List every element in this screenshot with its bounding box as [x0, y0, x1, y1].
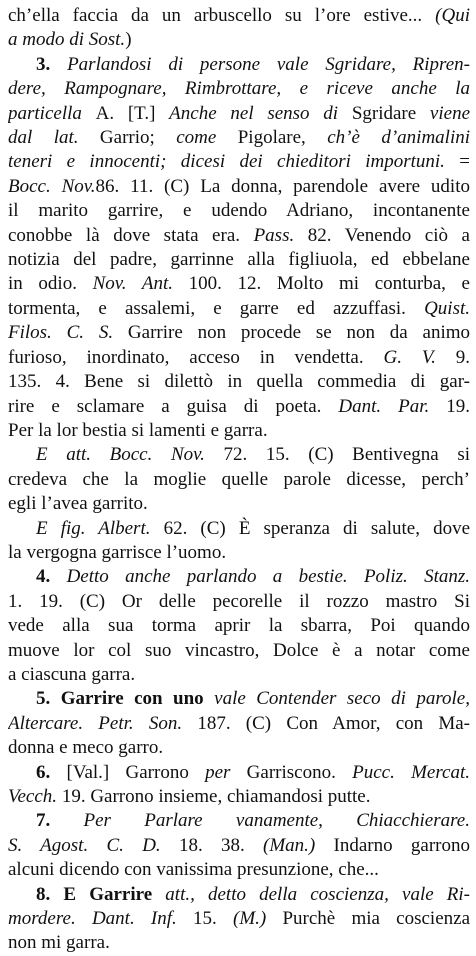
text-line [8, 53, 470, 77]
text-run: credeva che la moglie quelle parole dicesse, perch’ [8, 468, 470, 490]
text-run: Vecch. [8, 786, 58, 807]
text-run: (Man.) [263, 834, 316, 856]
text-run: 1. 19. (C) Or delle pecorelle il rozzo mastro Si [8, 590, 470, 612]
text-run: egli l’avea garrito. [8, 493, 148, 515]
paragraph-p3a [8, 443, 470, 516]
text-run: 3. [36, 53, 68, 75]
paragraph-p0 [8, 4, 470, 53]
paragraph-p8 [8, 883, 470, 956]
text-line [8, 419, 470, 443]
text-line [8, 614, 470, 638]
text-run: notizia del padre, garrinne alla figliuola, ed ebbelane [8, 249, 470, 271]
text-line [8, 297, 470, 321]
text-run: dere, Rampognare, Rimbrottare, e riceve anche la [8, 78, 470, 100]
text-run: vale Contender seco di parole, [214, 688, 470, 710]
text-line [8, 834, 470, 858]
text-run: rire e sclamare a guisa di poeta. [8, 395, 339, 417]
text-line [8, 931, 470, 955]
text-run: 72. 15. (C) Bentivegna si [204, 444, 470, 466]
text-run: donna e meco garro. [8, 737, 164, 759]
text-run: (Qui [435, 5, 470, 26]
text-line [8, 858, 470, 882]
text-run: [Val.] Garrono [66, 761, 206, 783]
text-run: 18. 38. [160, 834, 264, 856]
text-line [8, 736, 470, 760]
text-line [8, 639, 470, 663]
text-run: 6. [36, 761, 67, 783]
text-line [8, 126, 470, 150]
text-run: 15. [176, 908, 233, 930]
text-run: Dant. Par. [338, 395, 430, 417]
text-run: particella [8, 102, 96, 124]
text-run: 82. Venendo ciò a [294, 224, 470, 246]
text-run: Pass. [253, 224, 295, 246]
text-run: (M.) [233, 908, 267, 930]
text-line [8, 712, 470, 736]
text-run: 86. 11. (C) La donna, parendole avere udito [95, 175, 470, 197]
text-run: 8. E Garrire [36, 883, 166, 905]
text-run: att., detto della coscienza, vale Ri- [165, 883, 470, 905]
text-run: Altercare. Petr. Son. [8, 712, 183, 734]
text-run: ch’ella faccia da un arbuscello su l’ore estive... [8, 5, 436, 26]
text-run: 19. Garrono insieme, chiamandosi putte. [57, 786, 371, 807]
text-run: il marito garrire, e udendo Adriano, incontanente [8, 200, 470, 222]
text-run: 19. [429, 395, 470, 417]
text-run: 7. [36, 810, 84, 832]
text-run: Filos. C. S. [8, 322, 114, 344]
text-run: Quist. [424, 297, 470, 319]
paragraph-p4 [8, 565, 470, 687]
text-run: tormenta, e assalemi, e garre ed azzuffasi. [8, 297, 425, 319]
text-line [8, 541, 470, 565]
text-line [8, 395, 470, 419]
text-line [8, 321, 470, 345]
paragraph-p3b [8, 517, 470, 566]
text-run: per [205, 761, 231, 783]
text-run: 4. [36, 566, 67, 588]
text-run: G. V. [383, 346, 436, 368]
text-run: 62. (C) È speranza di salute, dove [150, 517, 470, 539]
paragraph-p6 [8, 761, 470, 810]
text-line [8, 565, 470, 589]
text-run: conobbe là dove stata era. [8, 224, 254, 246]
text-run: S. Agost. C. D. [8, 834, 161, 856]
paragraph-p7 [8, 809, 470, 882]
text-line [8, 150, 470, 174]
text-run: A. [T.] [95, 102, 170, 124]
text-run: Nov. Ant. [92, 273, 173, 295]
text-run: alcuni dicendo con vanissima presunzione, che... [8, 859, 379, 881]
text-run: Parlandosi di persone vale Sgridare, Ripren- [67, 53, 470, 75]
text-run: Pigolare, [237, 127, 328, 149]
text-line [8, 492, 470, 516]
paragraph-p3 [8, 53, 470, 444]
text-run: Sgridare [351, 102, 430, 124]
text-run: come [176, 127, 238, 149]
text-run: 9. [435, 346, 470, 368]
text-run: Garriscono. [230, 761, 353, 783]
text-line [8, 175, 470, 199]
text-line [8, 77, 470, 101]
text-run: Purchè mia coscienza [266, 908, 470, 930]
text-line [8, 785, 470, 809]
text-line [8, 761, 470, 785]
text-line [8, 883, 470, 907]
text-run: furioso, inordinato, acceso in vendetta. [8, 346, 384, 368]
text-line [8, 370, 470, 394]
text-line [8, 248, 470, 272]
text-line [8, 28, 470, 52]
text-line [8, 590, 470, 614]
text-line [8, 224, 470, 248]
text-line [8, 663, 470, 687]
text-run: la vergogna garrisce l’uomo. [8, 541, 227, 563]
text-line [8, 517, 470, 541]
text-line [8, 809, 470, 833]
text-run: ch’è d’animalini [327, 127, 470, 149]
text-line [8, 687, 470, 711]
text-run: Detto anche parlando a bestie. Poliz. Stanz. [66, 566, 470, 588]
text-line [8, 199, 470, 223]
text-run: teneri e innocenti; dicesi dei chieditori importuni. [8, 151, 445, 173]
text-run: = [444, 151, 470, 173]
text-run: Garrio; [99, 127, 177, 149]
text-line [8, 272, 470, 296]
text-run: E fig. Albert. [36, 517, 151, 539]
text-run: muove lor col suo vincastro, Dolce è a notar come [8, 639, 470, 661]
text-run: Per la lor bestia si lamenti e garra. [8, 419, 268, 441]
text-run: 187. (C) Con Amor, con Ma- [182, 712, 470, 734]
text-run: Bocc. Nov. [8, 175, 96, 197]
text-run: Anche nel senso di [169, 102, 352, 124]
text-run: mordere. Dant. Inf. [8, 908, 177, 930]
text-run: vede alla sua torma aprir la sbarra, Poi quando [8, 615, 470, 637]
text-run: non mi garra. [8, 932, 110, 954]
text-run: Per Parlare vanamente, Chiacchierare. [83, 810, 470, 832]
text-run: E att. Bocc. Nov. [36, 444, 205, 466]
text-run: 5. Garrire con uno [36, 688, 215, 710]
text-run: 135. 4. Bene si dilettò in quella commedia di gar- [8, 371, 470, 393]
text-run: ) [125, 29, 132, 51]
text-run: Garrire non procede se non da animo [113, 322, 470, 344]
text-run: viene [429, 102, 470, 124]
text-line [8, 102, 470, 126]
text-run: Indarno garrono [315, 834, 470, 856]
text-line [8, 346, 470, 370]
text-line [8, 907, 470, 931]
text-line [8, 4, 470, 28]
text-run: dal lat. [8, 127, 100, 149]
text-run: 100. 12. Molto mi conturba, e [172, 273, 470, 295]
text-run: Pucc. Mercat. [352, 761, 470, 783]
paragraph-p5 [8, 687, 470, 760]
text-line [8, 468, 470, 492]
text-run: a modo di Sost. [8, 29, 126, 51]
text-run: a ciascuna garra. [8, 663, 136, 685]
text-run: in odio. [8, 273, 93, 295]
text-line [8, 443, 470, 467]
